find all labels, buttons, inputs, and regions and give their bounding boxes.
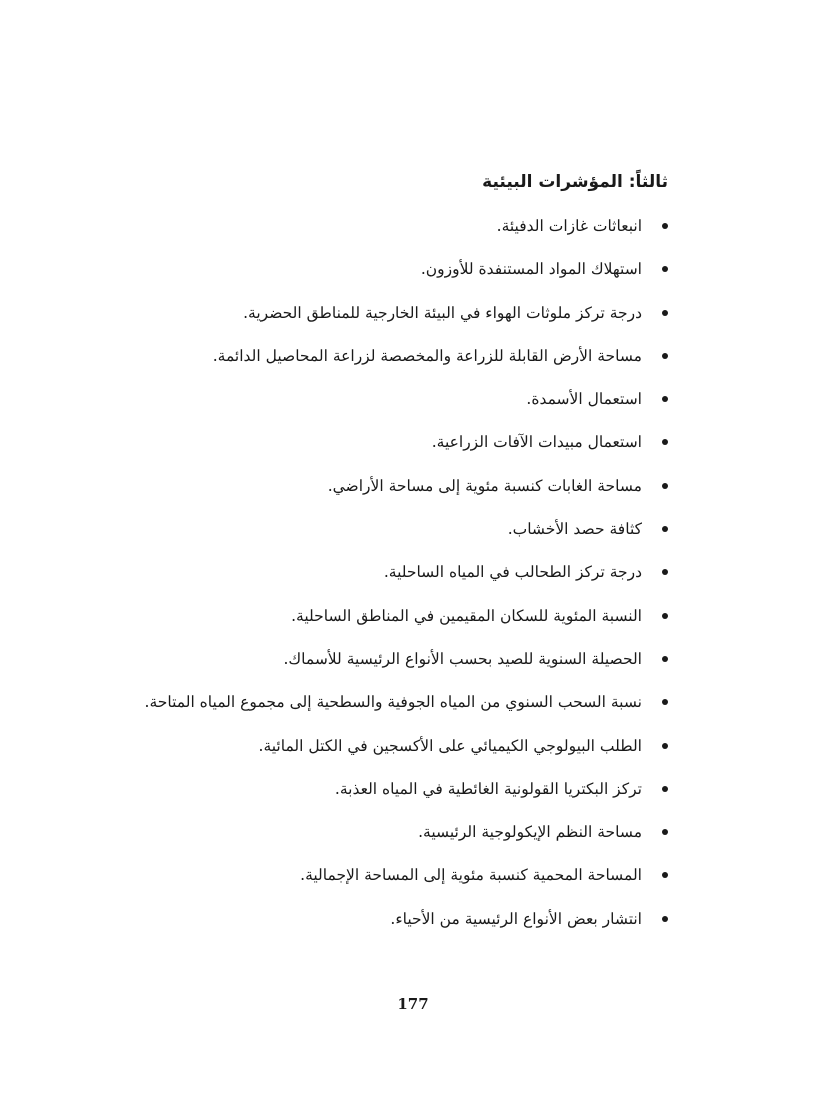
list-item-text: مساحة الأرض القابلة للزراعة والمخصصة لزراعة المحاصيل الدائمة. <box>212 346 642 365</box>
section-heading: ثالثاً: المؤشرات البيئية <box>482 172 668 192</box>
list-item-text: استعمال الأسمدة. <box>526 390 642 409</box>
list-item <box>145 211 668 254</box>
environmental-indicators-list <box>145 211 668 947</box>
bullet-icon <box>662 439 668 445</box>
bullet-icon <box>662 310 668 316</box>
list-item-text: مساحة الغابات كنسبة مئوية إلى مساحة الأراضي. <box>327 476 642 495</box>
list-item <box>145 904 668 947</box>
list-item-text: الطلب البيولوجي الكيميائي على الأكسجين في الكتل المائية. <box>258 736 642 755</box>
bullet-icon <box>662 396 668 402</box>
list-item-text: مساحة النظم الإيكولوجية الرئيسية. <box>418 823 642 842</box>
list-item <box>145 514 668 557</box>
bullet-icon <box>662 829 668 835</box>
list-item-text: الحصيلة السنوية للصيد بحسب الأنواع الرئيسية للأسماك. <box>283 649 642 668</box>
list-item-text: درجة تركز ملوثات الهواء في البيئة الخارجية للمناطق الحضرية. <box>243 303 642 322</box>
bullet-icon <box>662 743 668 749</box>
list-item <box>145 860 668 903</box>
list-item <box>145 774 668 817</box>
list-item <box>145 817 668 860</box>
list-item-text: المساحة المحمية كنسبة مئوية إلى المساحة الإجمالية. <box>300 866 642 885</box>
list-item-text: نسبة السحب السنوي من المياه الجوفية والسطحية إلى مجموع المياه المتاحة. <box>144 693 642 712</box>
list-item-text: استهلاك المواد المستنفدة للأوزون. <box>420 260 642 279</box>
bullet-icon <box>662 613 668 619</box>
bullet-icon <box>662 223 668 229</box>
list-item <box>145 557 668 600</box>
bullet-icon <box>662 266 668 272</box>
bullet-icon <box>662 526 668 532</box>
list-item-text: النسبة المئوية للسكان المقيمين في المناطق الساحلية. <box>291 606 642 625</box>
list-item-text: كثافة حصد الأخشاب. <box>507 520 642 539</box>
list-item <box>145 384 668 427</box>
bullet-icon <box>662 483 668 489</box>
list-item <box>145 298 668 341</box>
list-item <box>145 644 668 687</box>
bullet-icon <box>662 699 668 705</box>
list-item <box>145 731 668 774</box>
bullet-icon <box>662 353 668 359</box>
bullet-icon <box>662 569 668 575</box>
list-item <box>145 471 668 514</box>
bullet-icon <box>662 916 668 922</box>
list-item <box>145 341 668 384</box>
list-item-text: استعمال مبيدات الآفات الزراعية. <box>431 433 642 452</box>
list-item-text: انبعاثات غازات الدفيئة. <box>496 217 642 235</box>
bullet-icon <box>662 872 668 878</box>
list-item-text: تركز البكتريا القولونية الغائطية في المياه العذبة. <box>334 779 642 798</box>
bullet-icon <box>662 656 668 662</box>
page-number: 177 <box>397 995 429 1013</box>
list-item <box>145 601 668 644</box>
list-item <box>145 427 668 470</box>
list-item <box>145 687 668 730</box>
list-item-text: درجة تركز الطحالب في المياه الساحلية. <box>383 563 642 582</box>
bullet-icon <box>662 786 668 792</box>
list-item <box>145 254 668 297</box>
list-item-text: انتشار بعض الأنواع الرئيسية من الأحياء. <box>390 909 642 928</box>
